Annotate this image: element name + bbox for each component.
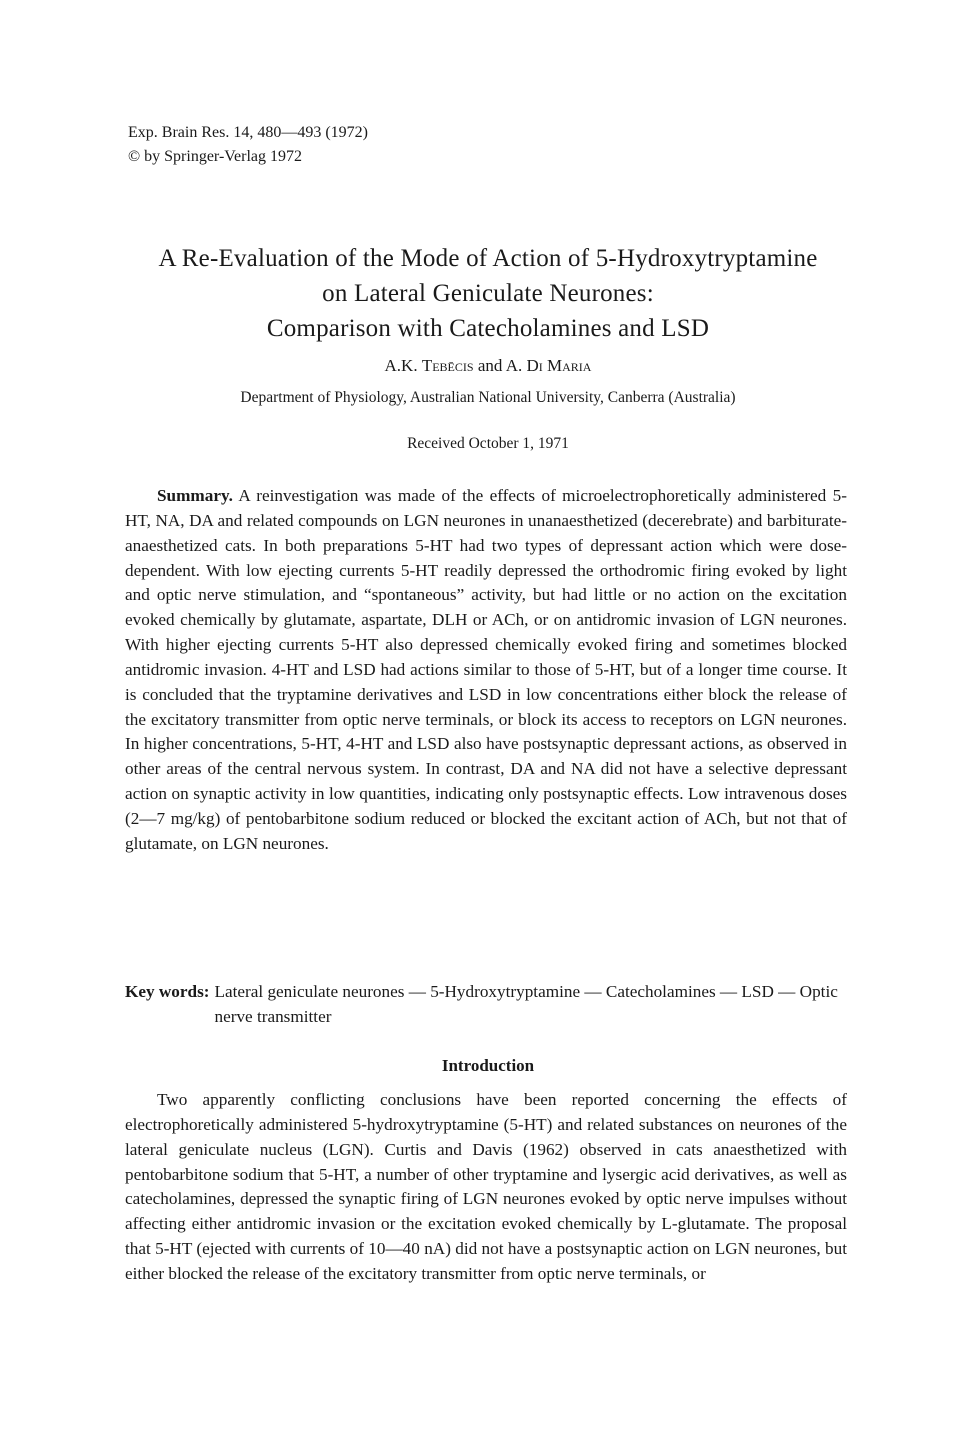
summary-label: Summary. [157, 486, 233, 505]
article-title [80, 241, 896, 346]
summary-paragraph [125, 484, 847, 857]
keywords-text: Lateral geniculate neurones — 5-Hydroxytryptamine — Catecholamines — LSD — Optic nerve transmitter [214, 982, 838, 1026]
author-conjunction: and [477, 356, 503, 375]
author-2-initials: A. [505, 356, 523, 375]
author-list [80, 355, 896, 377]
author-1-initials: A.K. [384, 356, 418, 375]
journal-copyright: © by Springer-Verlag 1972 [128, 148, 303, 165]
introduction-heading: Introduction [441, 1056, 535, 1075]
keywords-label: Key words: [125, 982, 210, 1001]
author-1-surname: Tebēcis [421, 356, 474, 375]
journal-info [128, 121, 368, 169]
author-2-surname: Di Maria [526, 356, 592, 375]
keywords-block [125, 979, 847, 1029]
received-date: Received October 1, 1971 [407, 435, 569, 452]
affiliation: Department of Physiology, Australian National University, Canberra (Australia) [240, 389, 736, 406]
title-line-3: Comparison with Catecholamines and LSD [266, 315, 710, 342]
journal-citation: Exp. Brain Res. 14, 480—493 (1972) [128, 124, 368, 141]
introduction-paragraph: Two apparently conflicting conclusions have been reported concerning the effects of electrophoretically administered 5-hydroxytryptamine (5-HT) and related substances on neurones of the lateral geniculate nucleus (LGN). Curtis and Davis (1962) observed in cats anaesthetized with pentobarbitone sodium that 5-HT, a number of other tryptamine and lysergic acid derivatives, as well as catecholamines, depressed the synaptic firing of LGN neurones evoked by optic nerve impulses without affecting either antidromic invasion or the excitation evoked chemically by L-glutamate. The proposal that 5-HT (ejected with currents of 10—40 nA) did not have a postsynaptic action on LGN neurones, but either blocked the release of the excitatory transmitter from optic nerve terminals, or [125, 1090, 847, 1283]
title-line-2: on Lateral Geniculate Neurones: [322, 280, 654, 307]
summary-text: A reinvestigation was made of the effects of microelectrophoretically administered 5-HT, NA, DA and related compounds on LGN neurones in unanaesthetized (decerebrate) and barbiturate-anaesthetized cats. In both preparations 5-HT had two types of depressant action which were dose-dependent. With low ejecting currents 5-HT readily depressed the orthodromic firing evoked by light and optic nerve stimulation, and “spontaneous” activity, but had little or no action on the excitation evoked chemically by glutamate, aspartate, DLH or ACh, or on antidromic invasion of LGN neurones. With higher ejecting currents 5-HT also depressed chemically evoked firing and sometimes blocked antidromic invasion. 4-HT and LSD had actions similar to those of 5-HT, but of a longer time course. It is concluded that the tryptamine derivatives and LSD in low concentrations either block the release of the excitatory transmitter from optic nerve terminals, or block its access to receptors on LGN neurones. In higher concentrations, 5-HT, 4-HT and LSD also have postsynaptic depressant actions, as observed in other areas of the central nervous system. In contrast, DA and NA did not have a selective depressant action on synaptic activity in low quantities, indicating only postsynaptic effects. Low intravenous doses (2—7 mg/kg) of pentobarbitone sodium reduced or blocked the excitant action of ACh, but not that of glutamate, on LGN neurones. [125, 486, 847, 853]
title-line-1: A Re-Evaluation of the Mode of Action of 5-Hydroxytryptamine [158, 245, 818, 272]
